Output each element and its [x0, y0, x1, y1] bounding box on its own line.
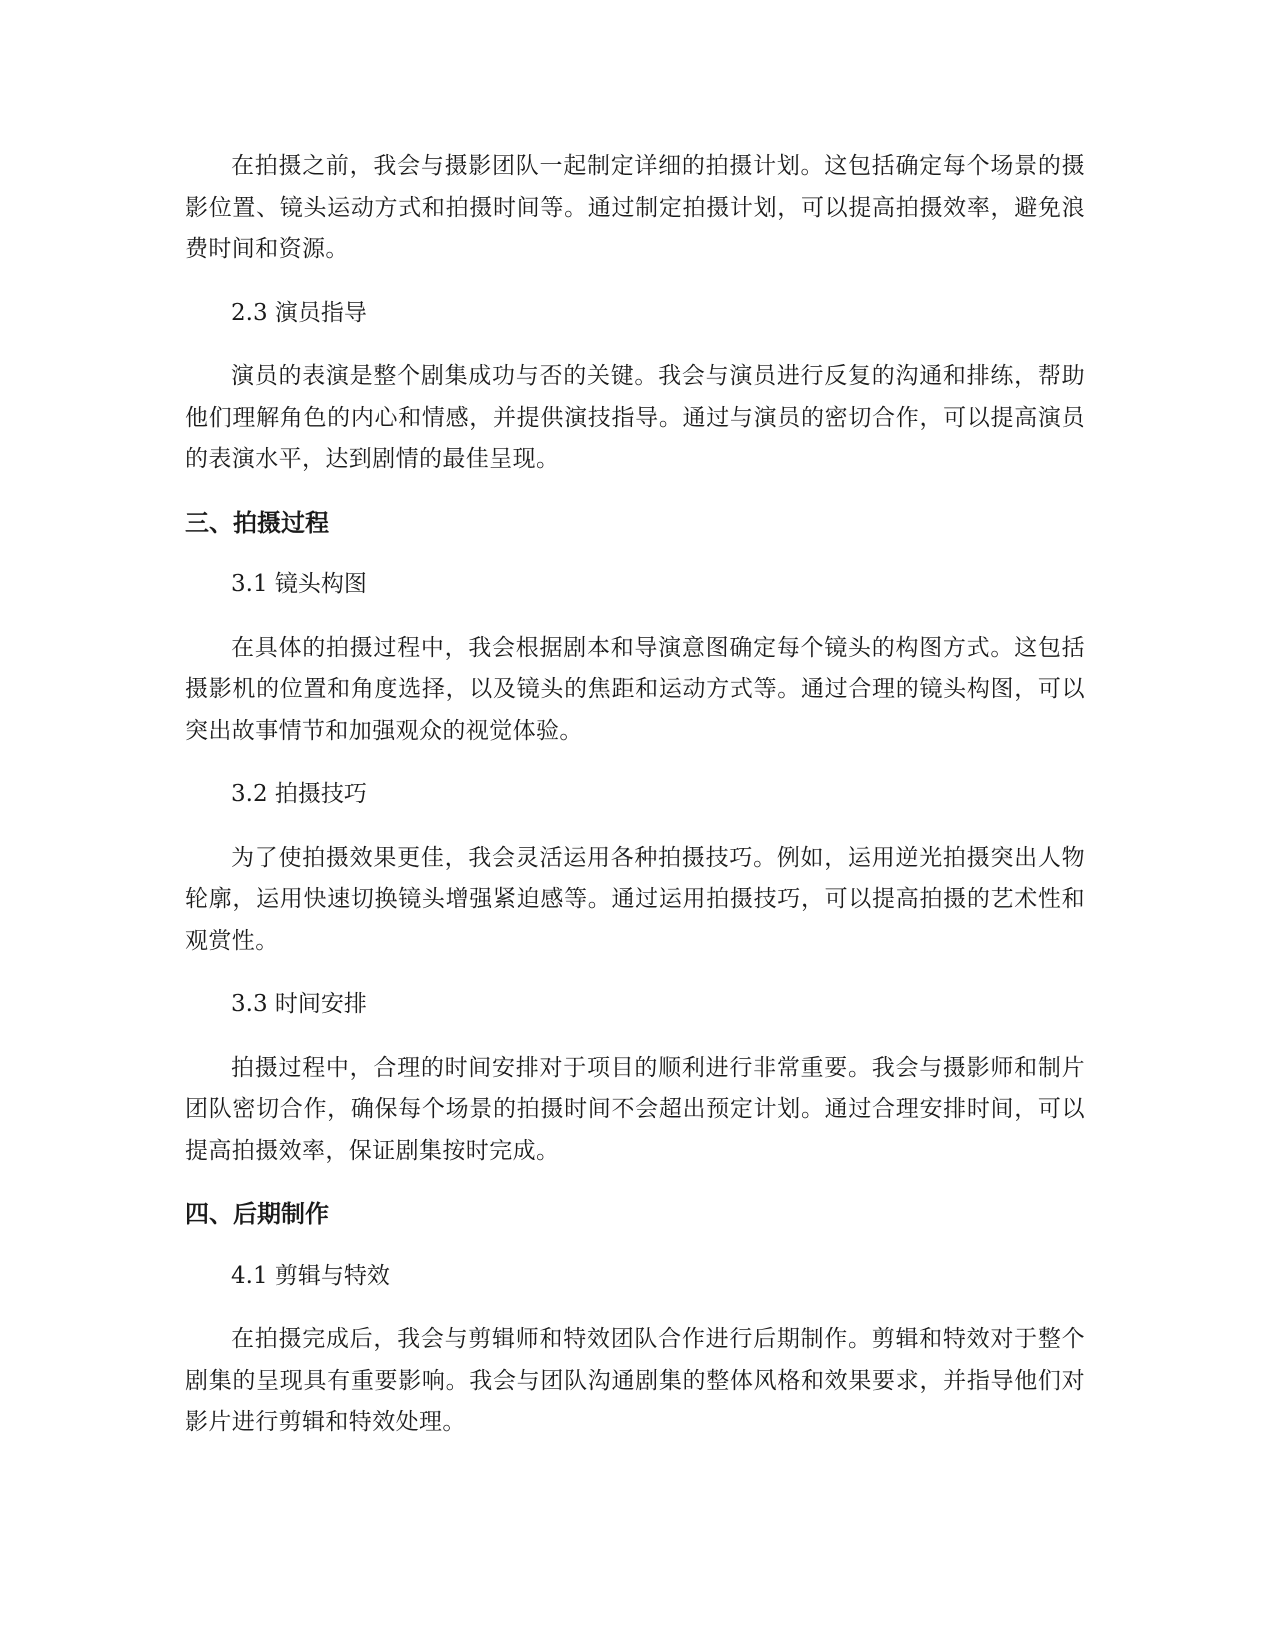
heading-shooting-process: 三、拍摄过程	[185, 508, 329, 537]
subheading-4-1: 4.1 剪辑与特效	[231, 1262, 390, 1289]
paragraph-editing-effects: 在拍摄完成后，我会与剪辑师和特效团队合作进行后期制作。剪辑和特效对于整个剧集的呈现具有重要影响。我会与团队沟通剧集的整体风格和效果要求，并指导他们对影片进行剪辑和特效处理。	[185, 1326, 1085, 1435]
document-page	[185, 146, 1085, 1466]
heading-post-production: 四、后期制作	[185, 1200, 329, 1228]
subheading-2-3: 2.3 演员指导	[231, 299, 367, 326]
subheading-3-2: 3.2 拍摄技巧	[231, 781, 367, 807]
paragraph-actor-guidance: 演员的表演是整个剧集成功与否的关键。我会与演员进行反复的沟通和排练，帮助他们理解角色的内心和情感，并提供演技指导。通过与演员的密切合作，可以提高演员的表演水平，达到剧情的最佳呈现。	[185, 363, 1085, 472]
subheading-3-1: 3.1 镜头构图	[231, 571, 367, 597]
subheading-3-3: 3.3 时间安排	[231, 991, 367, 1017]
paragraph-techniques: 为了使拍摄效果更佳，我会灵活运用各种拍摄技巧。例如，运用逆光拍摄突出人物轮廓，运用快速切换镜头增强紧迫感等。通过运用拍摄技巧，可以提高拍摄的艺术性和观赏性。	[185, 844, 1085, 954]
paragraph-planning: 在拍摄之前，我会与摄影团队一起制定详细的拍摄计划。这包括确定每个场景的摄影位置、镜头运动方式和拍摄时间等。通过制定拍摄计划，可以提高拍摄效率，避免浪费时间和资源。	[185, 153, 1085, 262]
paragraph-composition: 在具体的拍摄过程中，我会根据剧本和导演意图确定每个镜头的构图方式。这包括摄影机的位置和角度选择，以及镜头的焦距和运动方式等。通过合理的镜头构图，可以突出故事情节和加强观众的视觉体验。	[185, 634, 1085, 744]
paragraph-scheduling: 拍摄过程中，合理的时间安排对于项目的顺利进行非常重要。我会与摄影师和制片团队密切合作，确保每个场景的拍摄时间不会超出预定计划。通过合理安排时间，可以提高拍摄效率，保证剧集按时完成。	[185, 1054, 1085, 1164]
